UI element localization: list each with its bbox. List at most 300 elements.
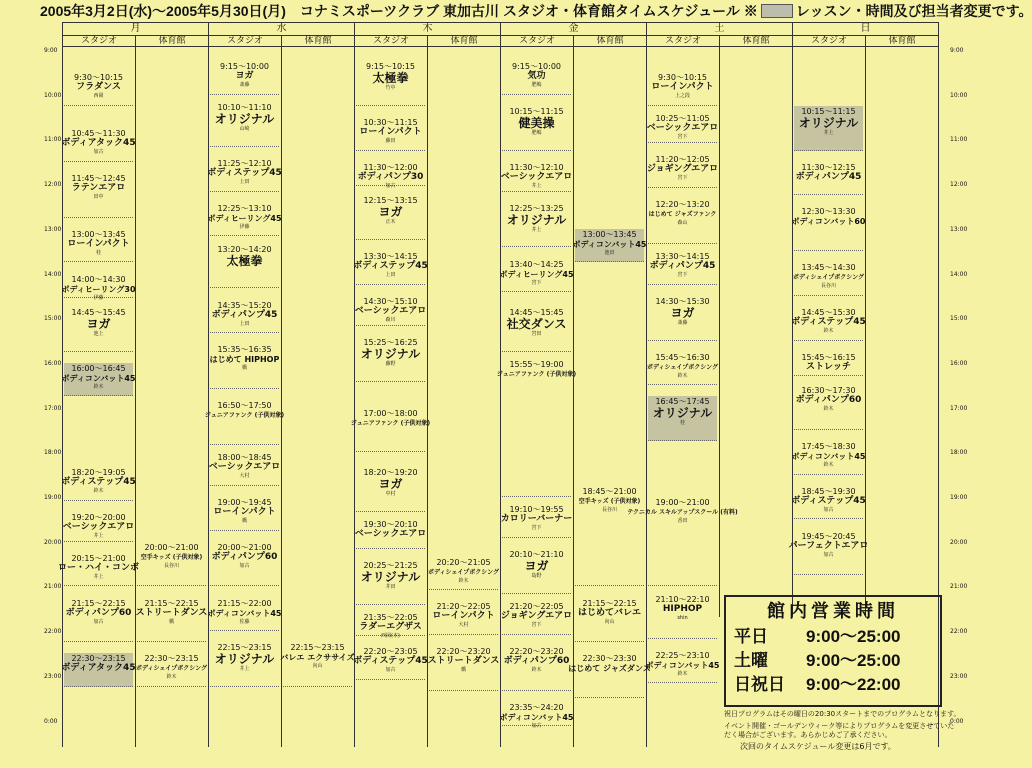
lesson-block <box>61 274 136 301</box>
lesson-instructor: 島野 <box>531 573 542 580</box>
lesson-block <box>648 352 717 386</box>
lesson-block <box>502 203 571 248</box>
lesson-time: 14:35～15:20 <box>217 300 272 310</box>
lesson-block <box>64 598 133 643</box>
lesson-time: 12:25～13:10 <box>217 203 272 213</box>
lesson-time: 9:15～10:15 <box>365 62 416 72</box>
lesson-block <box>58 553 140 587</box>
title-text: 2005年3月2日(水)～2005年5月30日(月) コナミスポーツクラブ 東加古川 スタジオ・体育館タイムスケジュール ※ <box>40 3 758 19</box>
lesson-time: 19:45～20:45 <box>801 531 856 541</box>
time-label-left: 10:00 <box>44 91 62 99</box>
lesson-instructor: 肥嶋 <box>531 82 542 89</box>
time-label-right: 20:00 <box>950 538 968 546</box>
lesson-block <box>502 504 571 538</box>
lesson-block <box>429 557 498 591</box>
day-header: 日 <box>792 22 939 36</box>
lesson-name: ボディコンバット45 <box>791 452 866 462</box>
lesson-time: 16:45～17:45 <box>655 397 710 407</box>
lesson-name: ボディコンバット60 <box>791 217 866 227</box>
time-label-right: 22:00 <box>950 628 968 636</box>
lesson-time: 14:45～15:45 <box>71 308 126 318</box>
lesson-block <box>502 601 571 635</box>
lesson-name: ローインパクト <box>651 82 714 93</box>
lesson-time: 22:30～23:15 <box>144 654 199 664</box>
lesson-time: 23:35～24:20 <box>509 702 564 712</box>
lesson-name: ボディヒーリング30 <box>61 284 136 294</box>
hours-label: 日祝日 <box>734 675 785 694</box>
time-label-left: 0:00 <box>44 717 58 725</box>
lesson-block <box>210 244 279 289</box>
lesson-name: ヨガ <box>378 205 403 220</box>
lesson-block <box>572 229 647 263</box>
lesson-block <box>353 251 428 285</box>
lesson-instructor: 大村 <box>458 622 469 629</box>
lesson-time: 18:45～19:30 <box>801 486 856 496</box>
lesson-name: はじめてバレエ <box>577 607 641 618</box>
lesson-block <box>356 337 425 382</box>
lesson-block <box>794 385 863 430</box>
lesson-instructor: 井上 <box>531 182 542 189</box>
lesson-block <box>791 441 866 475</box>
lesson-block <box>356 195 425 240</box>
lesson-time: 14:00～14:30 <box>71 274 126 284</box>
day-header: 金 <box>500 22 647 36</box>
studio-column-header: スタジオ <box>500 35 574 47</box>
lesson-time: 20:15～21:00 <box>71 553 126 563</box>
lesson-name: フラダンス <box>76 82 121 93</box>
lesson-time: 15:25～16:25 <box>363 337 418 347</box>
lesson-name: オリジナル <box>214 652 275 667</box>
lesson-time: 11:20～12:05 <box>655 155 710 165</box>
lesson-instructor: 井上 <box>93 573 104 580</box>
lesson-block <box>502 549 571 594</box>
lesson-block <box>648 251 717 285</box>
lesson-time: 12:30～13:30 <box>801 207 856 217</box>
lesson-instructor: 藤野 <box>385 360 396 367</box>
lesson-time: 11:30～12:15 <box>801 162 856 172</box>
lesson-time: 21:15～22:00 <box>217 598 272 608</box>
lesson-instructor: 桂 <box>95 249 101 256</box>
time-label-left: 13:00 <box>44 225 62 233</box>
lesson-name: ボディステップ45 <box>207 168 282 179</box>
lesson-time: 10:25～11:05 <box>655 114 710 124</box>
changed-lesson-swatch <box>761 4 793 18</box>
time-label-left: 22:00 <box>44 628 62 636</box>
lesson-instructor: 鈴木 <box>166 674 177 681</box>
lesson-name: ボディコンバット45 <box>572 239 647 249</box>
lesson-name: ジョギングエアロ <box>646 164 719 175</box>
time-label-right: 12:00 <box>950 181 968 189</box>
lesson-instructor: 橋 <box>460 667 466 673</box>
day-header: 水 <box>208 22 355 36</box>
lesson-block <box>502 106 571 151</box>
lesson-time: 13:20～14:20 <box>217 244 272 254</box>
lesson-time: 22:30～23:30 <box>582 654 637 664</box>
lesson-instructor: 中村 <box>385 491 396 498</box>
lesson-time: 20:25～21:25 <box>363 561 418 571</box>
hours-value: 9:00～25:00 <box>806 651 901 670</box>
lesson-block <box>791 486 866 520</box>
studio-column-header: スタジオ <box>62 35 136 47</box>
lesson-name: ロー・ハイ・コンボ <box>58 562 140 573</box>
lesson-time: 17:00～18:00 <box>363 408 418 418</box>
lesson-block <box>356 612 425 640</box>
time-label-right: 21:00 <box>950 583 968 591</box>
lesson-instructor: 上田 <box>239 179 250 186</box>
lesson-time: 18:00～18:45 <box>217 453 272 463</box>
time-label-left: 20:00 <box>44 538 62 546</box>
lesson-name: HIPHOP <box>662 603 703 614</box>
time-label-left: 17:00 <box>44 404 62 412</box>
lesson-time: 19:30～20:10 <box>363 520 418 530</box>
lesson-instructor: 宮下 <box>677 134 688 141</box>
lesson-instructor: 鈴木 <box>823 328 834 335</box>
lesson-name: ベーシックエアロ <box>500 171 573 182</box>
lesson-time: 18:45～21:00 <box>582 486 637 496</box>
lesson-name: ボディステップ45 <box>791 495 866 506</box>
lesson-instructor: 鈴木 <box>677 372 688 379</box>
lesson-block <box>350 408 431 453</box>
lesson-name: ボディシェイプボクシング <box>428 568 499 576</box>
lesson-name: ボディステップ45 <box>353 656 428 666</box>
lesson-instructor: 宮田 <box>531 331 542 338</box>
lesson-time: 10:15～11:15 <box>509 106 564 116</box>
lesson-instructor: 西岡(本) <box>381 633 400 640</box>
lesson-instructor: 長谷川 <box>820 283 836 290</box>
lesson-time: 14:45～15:30 <box>801 308 856 318</box>
lesson-time: 19:20～20:00 <box>71 512 126 522</box>
lesson-time: 20:00～21:00 <box>217 542 272 552</box>
lesson-name: ローインパクト <box>359 127 422 138</box>
time-label-left: 19:00 <box>44 494 62 501</box>
lesson-name: 太極拳 <box>226 253 263 268</box>
lesson-block <box>356 162 425 189</box>
hours-value: 9:00～25:00 <box>806 627 901 646</box>
lesson-block <box>280 642 355 687</box>
lesson-time: 18:20～19:05 <box>71 468 126 478</box>
lesson-block <box>61 653 136 687</box>
lesson-time: 20:20～21:05 <box>436 557 491 567</box>
lesson-instructor: 橋 <box>168 618 174 625</box>
time-label-right: 14:00 <box>950 270 968 278</box>
lesson-name: ボディヒーリング45 <box>499 269 574 279</box>
lesson-time: 10:45～11:30 <box>71 129 126 139</box>
lesson-time: 16:00～16:45 <box>71 363 126 373</box>
column-divider <box>719 47 720 617</box>
lesson-time: 20:00～21:00 <box>144 542 199 552</box>
lesson-name: ストレッチ <box>806 361 851 372</box>
lesson-name: ボディステップ45 <box>61 477 136 488</box>
studio-column-header: スタジオ <box>646 35 720 47</box>
lesson-time: 19:10～19:55 <box>509 505 564 515</box>
lesson-name: ローインパクト <box>67 238 130 249</box>
time-label-left: 15:00 <box>44 315 62 323</box>
lesson-name: 気功 <box>527 71 546 82</box>
lesson-time: 10:15～11:15 <box>801 106 856 116</box>
lesson-time: 14:30～15:10 <box>363 296 418 306</box>
lesson-block <box>207 158 282 192</box>
lesson-block <box>502 61 571 95</box>
lesson-name: ベーシックエアロ <box>646 123 719 134</box>
gym-column-header: 体育館 <box>573 35 647 47</box>
lesson-name: ストリートダンス <box>135 607 208 618</box>
lesson-instructor: 佐藤 <box>239 618 250 625</box>
lesson-block <box>794 162 863 196</box>
lesson-name: テクニカル スキルアップスクール (有料) <box>627 509 738 516</box>
lesson-block <box>356 117 425 151</box>
lesson-name: ボディパンプ60 <box>65 607 132 618</box>
lesson-time: 20:10～21:10 <box>509 550 564 560</box>
lesson-time: 22:20～23:20 <box>436 647 491 656</box>
column-divider <box>427 47 428 747</box>
time-label-right: 10:00 <box>950 91 968 99</box>
lesson-block <box>575 486 644 587</box>
lesson-block <box>61 363 136 397</box>
day-header: 土 <box>646 22 793 36</box>
lesson-block <box>61 128 136 162</box>
time-label-left: 9:00 <box>44 47 58 54</box>
lesson-instructor: 鈴木 <box>823 406 834 413</box>
lesson-name: ボディパンプ45 <box>795 171 862 182</box>
lesson-instructor: 加古 <box>93 618 104 625</box>
lesson-block <box>356 61 425 106</box>
lesson-name: ラダーエグザス <box>359 622 422 633</box>
lesson-instructor: 長谷川 <box>163 562 179 569</box>
lesson-name: ベーシックエアロ <box>354 529 427 540</box>
lesson-instructor: 鈴木 <box>823 462 834 469</box>
lesson-instructor: 山崎 <box>239 126 250 133</box>
lesson-block <box>575 598 644 643</box>
lesson-instructor: 井上 <box>823 129 834 136</box>
day-header: 月 <box>62 22 209 36</box>
lesson-block <box>356 519 425 549</box>
lesson-block <box>64 72 133 106</box>
lesson-name: ストリートダンス <box>427 656 500 666</box>
lesson-name: ボディシェイプボクシング <box>136 665 207 673</box>
note-line: だく場合がございます。あらかじめご了承ください。 <box>724 731 892 739</box>
lesson-time: 11:25～12:10 <box>217 159 272 169</box>
lesson-time: 11:30～12:00 <box>363 162 418 172</box>
page-title <box>0 0 1032 22</box>
note-line: 祝日プログラムはその曜日の20:30スタートまでのプログラムとなります。 <box>724 710 961 718</box>
lesson-time: 22:20～23:20 <box>509 647 564 656</box>
lesson-time: 21:35～22:05 <box>363 613 418 623</box>
lesson-instructor: 井田 <box>385 584 396 591</box>
column-divider <box>573 47 574 747</box>
lesson-time: 21:10～22:10 <box>655 594 710 604</box>
lesson-block <box>791 206 866 251</box>
lesson-name: はじめて ジャズダンス <box>568 664 651 674</box>
lesson-instructor: 香田 <box>677 518 688 524</box>
lesson-name: はじめて ジャズファンク <box>648 211 717 218</box>
hours-row-holiday <box>726 673 940 697</box>
opening-hours-box <box>724 595 942 707</box>
time-label-right: 17:00 <box>950 404 968 412</box>
lesson-block <box>64 307 133 352</box>
lesson-instructor: 斎藤 <box>677 319 688 326</box>
lesson-instructor: 加古 <box>385 667 396 673</box>
lesson-name: ボディコンバット45 <box>645 660 720 670</box>
time-label-left: 14:00 <box>44 270 62 278</box>
lesson-block <box>429 601 498 635</box>
lesson-time: 13:45～14:30 <box>801 263 856 273</box>
lesson-time: 21:15～22:15 <box>71 598 126 608</box>
lesson-instructor: 鈴木 <box>677 670 688 677</box>
lesson-name: ボディコンバット45 <box>207 608 282 618</box>
lesson-name: ジュニアファンク (子供対象) <box>204 412 285 420</box>
lesson-instructor: 鈴木 <box>93 488 104 495</box>
lesson-time: 13:00～13:45 <box>71 229 126 239</box>
lesson-instructor: 向山 <box>312 663 323 670</box>
time-label-left: 11:00 <box>44 136 62 144</box>
lesson-instructor: 長谷川 <box>601 506 617 513</box>
lesson-time: 17:45～18:30 <box>801 442 856 452</box>
hours-label: 平日 <box>734 627 768 646</box>
lesson-name: ジュニアファンク (子供対象) <box>496 371 577 379</box>
time-label-right: 23:00 <box>950 672 968 680</box>
lesson-instructor: 鈴木 <box>458 577 469 584</box>
lesson-time: 16:50～17:50 <box>217 401 272 411</box>
time-label-right: 0:00 <box>950 717 964 725</box>
lesson-time: 13:30～14:15 <box>655 252 710 262</box>
lesson-block <box>137 653 206 687</box>
lesson-instructor: 橋 <box>241 518 247 524</box>
lesson-name: ボディステップ45 <box>353 261 428 272</box>
lesson-time: 21:15～22:15 <box>144 598 199 608</box>
lesson-block <box>499 702 574 729</box>
column-divider <box>281 47 282 747</box>
lesson-name: ラテンエアロ <box>71 182 126 193</box>
time-label-right: 19:00 <box>950 494 968 501</box>
lesson-name: ヨガ <box>235 71 254 82</box>
lesson-block <box>788 531 869 576</box>
lesson-name: ボディステップ45 <box>791 317 866 328</box>
lesson-block <box>648 594 717 639</box>
lesson-time: 15:55～19:00 <box>509 360 564 370</box>
lesson-block <box>794 352 863 376</box>
lesson-block <box>204 400 285 445</box>
lesson-instructor: 上田 <box>385 272 396 279</box>
lesson-time: 22:30～23:15 <box>71 654 126 664</box>
lesson-block <box>210 497 279 531</box>
lesson-name: ボディパンプ60 <box>211 551 278 562</box>
lesson-block <box>64 229 133 263</box>
lesson-name: はじめて HIPHOP <box>209 355 280 365</box>
lesson-instructor: 伊藤 <box>239 223 250 230</box>
lesson-name: オリジナル <box>506 212 567 227</box>
lesson-name: ボディパンプ60 <box>795 395 862 406</box>
day-header: 木 <box>354 22 501 36</box>
lesson-instructor: 井上 <box>93 532 104 539</box>
lesson-name: ボディパンプ30 <box>357 171 424 182</box>
lesson-instructor: 宮下 <box>531 525 542 532</box>
studio-column-header: スタジオ <box>208 35 282 47</box>
lesson-time: 21:20～22:05 <box>436 602 491 612</box>
studio-column-header: スタジオ <box>354 35 428 47</box>
lesson-instructor: 加古 <box>385 182 396 189</box>
lesson-block <box>648 199 717 244</box>
time-label-right: 15:00 <box>950 315 968 323</box>
lesson-name: ベーシックエアロ <box>62 521 135 532</box>
lesson-instructor: 田中 <box>93 193 104 200</box>
lesson-time: 18:20～19:20 <box>363 468 418 478</box>
lesson-name: 空手キッズ (子供対象) <box>140 553 203 561</box>
lesson-instructor: 上之段 <box>674 93 690 100</box>
lesson-time: 11:45～12:45 <box>71 173 126 183</box>
gym-column-header: 体育館 <box>865 35 939 47</box>
lesson-instructor: 宮下 <box>531 622 542 629</box>
lesson-time: 19:00～19:45 <box>217 498 272 507</box>
lesson-block <box>627 497 738 586</box>
lesson-time: 22:25～23:10 <box>655 650 710 660</box>
lesson-block <box>210 452 279 486</box>
lesson-time: 19:00～21:00 <box>655 498 710 507</box>
note-line: イベント開催・ゴールデンウィーク等によりプログラムを変更させていた <box>724 722 955 730</box>
lesson-name: バレエ エクササイズ <box>280 653 355 663</box>
lesson-name: ボディパンプ60 <box>503 656 570 666</box>
lesson-instructor: 正木 <box>385 219 396 226</box>
lesson-instructor: 宮下 <box>531 279 542 286</box>
opening-hours-heading: 館内営業時間 <box>767 601 899 621</box>
lesson-name: カロリーバーナー <box>500 514 573 525</box>
lesson-block <box>210 102 279 147</box>
lesson-instructor: 伊藤 <box>93 294 104 301</box>
lesson-block <box>568 653 651 698</box>
time-label-left: 23:00 <box>44 672 62 680</box>
lesson-time: 14:45～15:45 <box>509 308 564 318</box>
lesson-block <box>648 154 717 188</box>
lesson-time: 9:15～10:00 <box>219 62 270 72</box>
lesson-block <box>64 173 133 218</box>
lesson-instructor: 大村 <box>239 473 250 480</box>
lesson-time: 15:45～16:30 <box>655 352 710 362</box>
lesson-block <box>210 300 279 334</box>
lesson-block <box>61 467 136 501</box>
lesson-name: ジュニアファンク (子供対象) <box>350 419 431 427</box>
lesson-block <box>496 359 577 497</box>
lesson-time: 9:30～10:15 <box>73 73 124 83</box>
lesson-time: 14:30～15:30 <box>655 296 710 306</box>
column-divider <box>646 47 647 747</box>
lesson-block <box>794 262 863 296</box>
lesson-time: 21:20～22:05 <box>509 602 564 612</box>
column-divider <box>208 47 209 747</box>
lesson-block <box>64 512 133 542</box>
lesson-name: ヨガ <box>378 477 403 492</box>
lesson-time: 15:35～16:35 <box>217 345 272 355</box>
lesson-block <box>353 646 428 680</box>
lesson-instructor: 竹中 <box>385 85 396 92</box>
gym-column-header: 体育館 <box>135 35 209 47</box>
lesson-time: 15:45～16:15 <box>801 352 856 362</box>
lesson-block <box>210 642 279 687</box>
lesson-block <box>502 307 571 352</box>
lesson-time: 13:00～13:45 <box>582 229 637 239</box>
lesson-instructor: 加古 <box>239 562 250 569</box>
lesson-instructor: 井上 <box>239 666 250 673</box>
time-label-left: 21:00 <box>44 583 62 591</box>
lesson-instructor: shin <box>677 614 688 621</box>
gym-column-header: 体育館 <box>281 35 355 47</box>
column-divider <box>62 47 63 747</box>
lesson-time: 22:15～23:15 <box>290 643 345 653</box>
lesson-block <box>499 259 574 293</box>
lesson-block <box>648 296 717 341</box>
lesson-time: 22:15～23:15 <box>217 643 272 653</box>
time-label-left: 18:00 <box>44 449 62 457</box>
lesson-instructor: 宮下 <box>677 272 688 279</box>
lesson-instructor: 鈴木 <box>531 667 542 673</box>
